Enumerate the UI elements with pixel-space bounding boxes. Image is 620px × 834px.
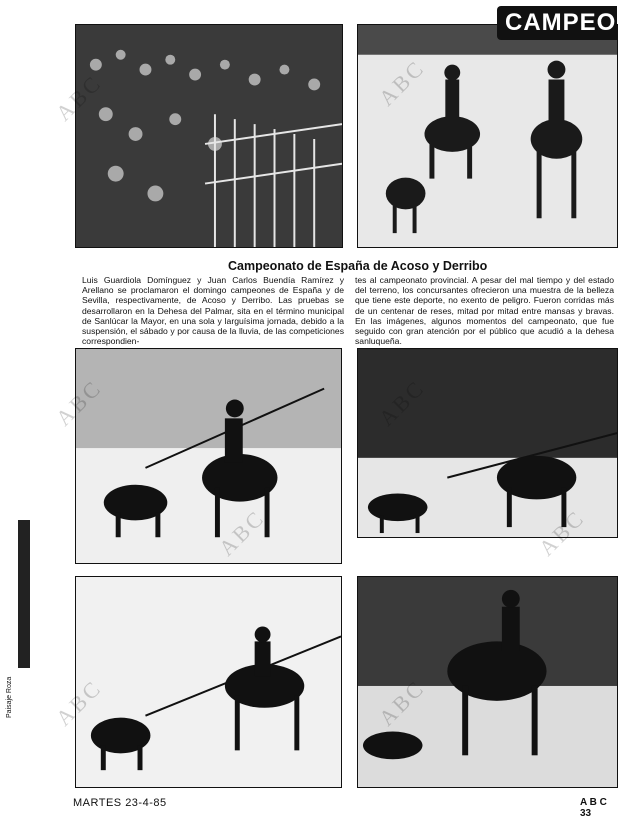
photo-riders-and-bull <box>357 24 618 248</box>
footer-brand: A B C 33 <box>580 797 607 819</box>
article-column-1: Luis Guardiola Domínguez y Juan Carlos Buendía Ramírez y Arellano se proclamaron el domingo campeones de España y de Sevilla, respectivamente, de Acoso y Derribo. Las pruebas se desarrollaron en la Dehesa del Palmar, sita en el término municipal de Sanlúcar la Mayor, en una sola y larguísima jornada, debido a la suspensión, el sábado y por causa de la lluvia, de las competiciones correspondien- <box>82 275 344 347</box>
photo-rider-chasing-bull-1 <box>75 348 342 564</box>
photo-rider-chasing-bull-3 <box>75 576 342 788</box>
page-edge-mark <box>18 520 30 668</box>
photo-rider-chasing-bull-2 <box>357 348 618 538</box>
article-column-2: tes al campeonato provincial. A pesar del mal tiempo y del estado del terreno, los concursantes ofrecieron una muestra de la belleza que tiene este deporte, no exento de peligro. Fueron corridas más de un centenar de reses, mitad por mitad entre mansas y bravas. En las imágenes, algunos momentos del campeonato, que fue seguido con gran atención por el público que acudió a la dehesa sanluqueña. <box>355 275 614 347</box>
photo-credit: Paisaje Roza <box>6 676 13 718</box>
photo-crowd-spectators <box>75 24 343 248</box>
article-headline: Campeonato de España de Acoso y Derribo <box>228 259 488 273</box>
section-tab: CAMPEO <box>497 6 617 40</box>
footer-date: MARTES 23-4-85 <box>73 797 167 809</box>
photo-bull-falling <box>357 576 618 788</box>
